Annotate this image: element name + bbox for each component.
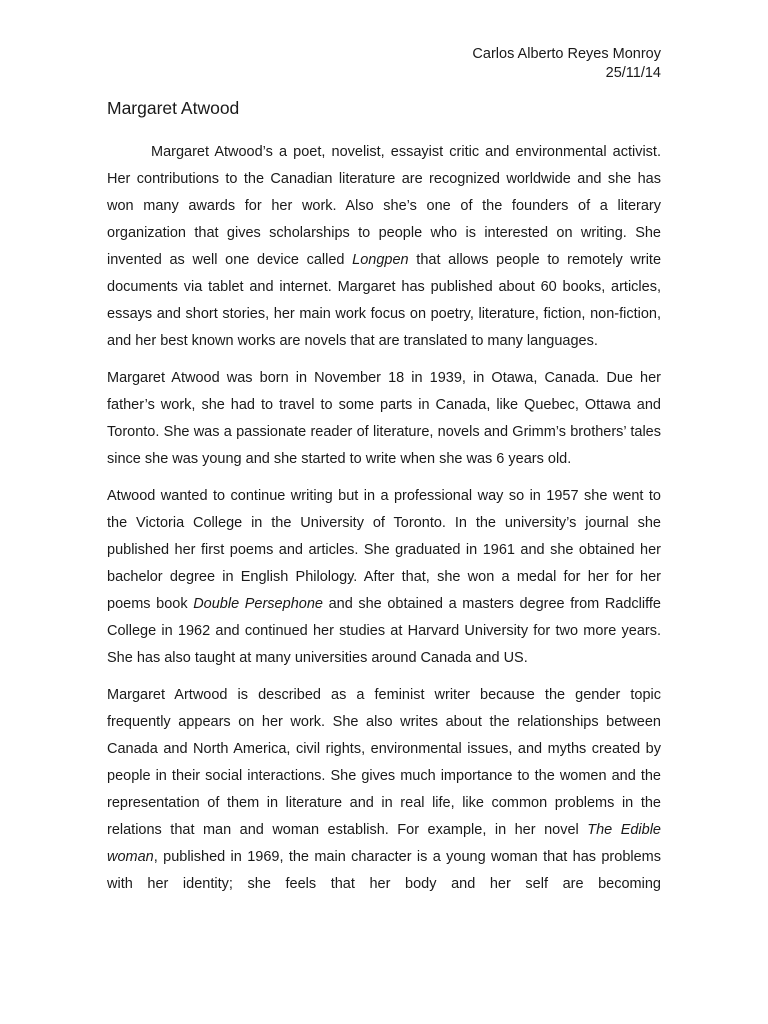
author-name: Carlos Alberto Reyes Monroy — [472, 46, 661, 62]
paragraph-text: Margaret Atwood’s a poet, novelist, essayist critic and environmental activist. Her contributions to the Canadian literature are recognized worldwide and she has won many awards for her work. Also she’s one of the founders of a literary organization that gives scholarships to people who is interested on writing. She invented as well one device called — [107, 144, 661, 268]
document-header — [472, 45, 661, 83]
paragraph-text: Margaret Atwood was born in November 18 in 1939, in Otawa, Canada. Due her father’s work, she had to travel to some parts in Canada, like Quebec, Ottawa and Toronto. She was a passionate reader of literature, novels and Grimm’s brothers’ tales since she was young and she started to write when she was 6 years old. — [107, 370, 661, 467]
italic-title-edible-woman: The Edible woman — [107, 822, 661, 865]
document-body — [107, 139, 661, 908]
paragraph-text: Margaret Artwood is described as a feminist writer because the gender topic frequently appears on her work. She also writes about the relationships between Canada and North America, civil rights, environmental issues, and myths created by people in their social interactions. She gives much importance to the women and the representation of them in literature and in real life, like common problems in the relations that man and woman establish. For example, in her novel — [107, 687, 661, 838]
paragraph-feminism — [107, 682, 661, 898]
paragraph-text: , published in 1969, the main character is a young woman that has problems with her identity; she feels that her body and her self are becoming — [107, 849, 661, 892]
paragraph-text: Atwood wanted to continue writing but in a professional way so in 1957 she went to the Victoria College in the University of Toronto. In the university’s journal she published her first poems and articles. She graduated in 1961 and she obtained her bachelor degree in English Philology. After that, she won a medal for her for her poems book — [107, 488, 661, 612]
document-title: Margaret Atwood — [107, 98, 240, 118]
paragraph-intro — [107, 139, 661, 355]
paragraph-text: and she obtained a masters degree from Radcliffe College in 1962 and continued her studies at Harvard University for two more years. She has also taught at many universities around Canada and US. — [107, 596, 661, 666]
italic-title-longpen: Longpen — [352, 252, 409, 268]
document-date: 25/11/14 — [605, 65, 661, 81]
paragraph-text: that allows people to remotely write documents via tablet and internet. Margaret has published about 60 books, articles, essays and short stories, her main work focus on poetry, literature, fiction, non-fiction, and her best known works are novels that are translated to many languages. — [107, 252, 662, 349]
italic-title-double-persephone: Double Persephone — [193, 596, 323, 612]
paragraph-biography — [107, 365, 661, 473]
paragraph-education — [107, 483, 661, 672]
